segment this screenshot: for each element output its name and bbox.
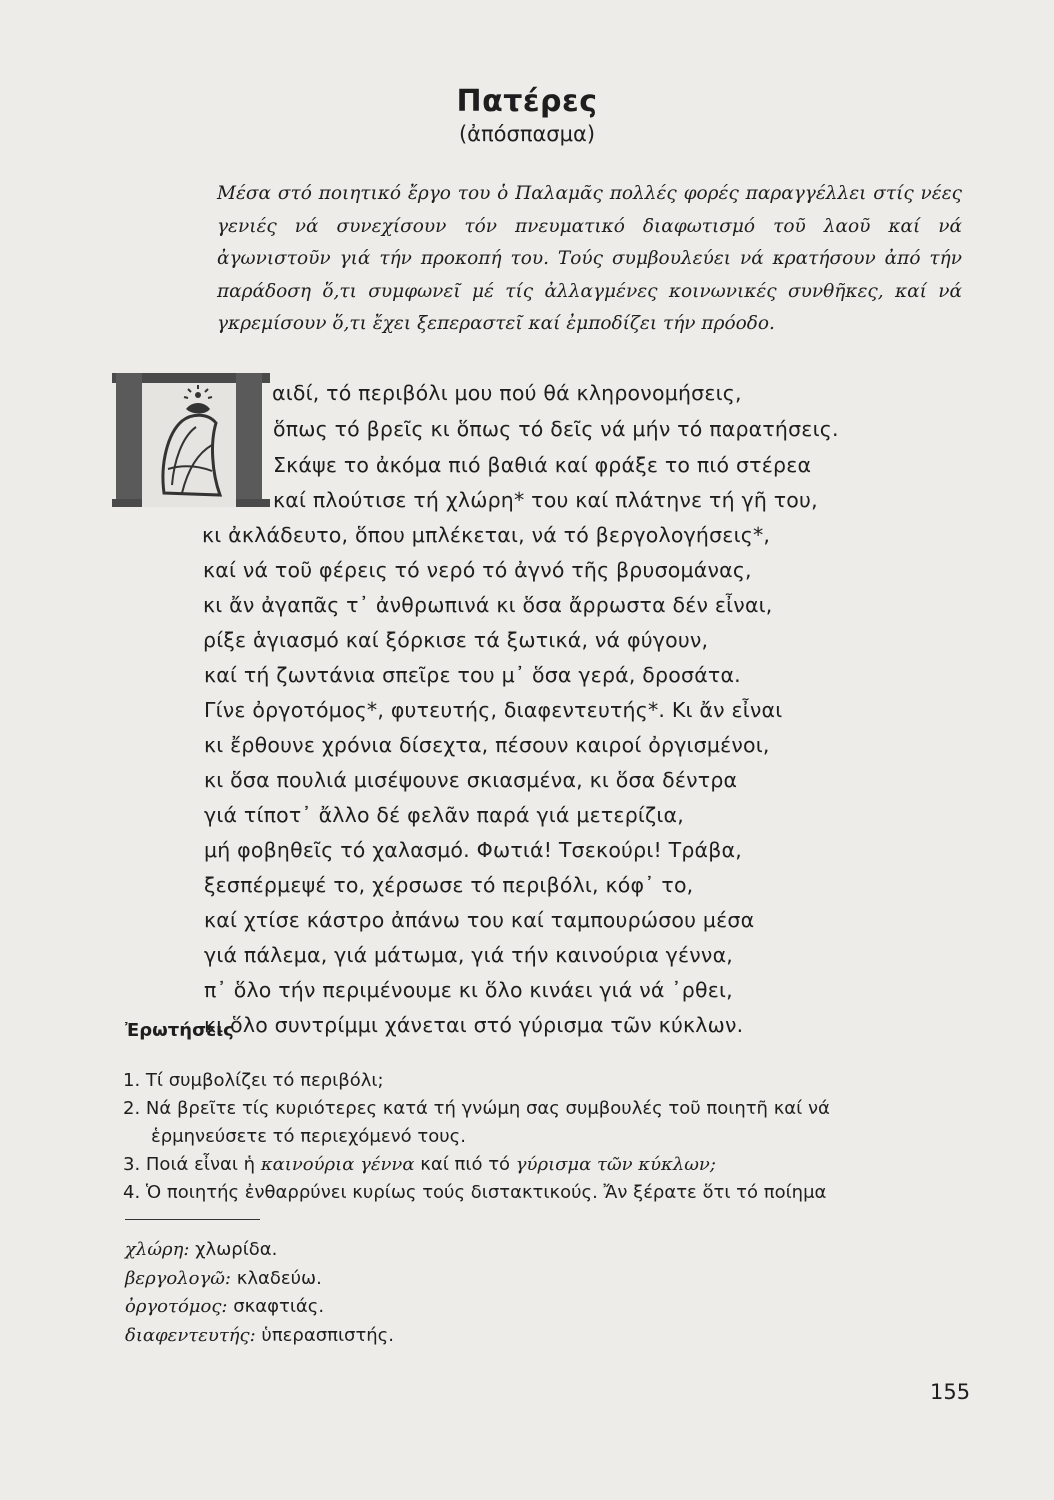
glossary-definition: κλαδεύω. (231, 1267, 322, 1289)
poem-line: κι ἄν ἀγαπᾶς τ᾽ ἀνθρωπινά κι ὅσα ἄρρωστα δέν εἶναι, (203, 593, 773, 617)
glossary-term: χλώρη: (125, 1239, 190, 1260)
glossary-term: βεργολογῶ: (125, 1267, 231, 1289)
poem-line: καί τή ζωντάνια σπεῖρε του μ᾽ ὅσα γερά, δροσάτα. (204, 663, 741, 687)
page-title: Πατέρες (456, 84, 598, 119)
glossary-definition: σκαφτιάς. (227, 1296, 325, 1317)
glossary-term: διαφεντευτής: (125, 1324, 256, 1346)
glossary-entry (125, 1236, 394, 1265)
question-3 (123, 1151, 983, 1179)
poem-line: Γίνε ὀργοτόμος*, φυτευτής, διαφεντευτής*. Κι ἄν εἶναι (204, 698, 783, 722)
glossary-term: ὀργοτόμος: (125, 1296, 228, 1317)
question-3-emphasis-1: καινούρια γέννα (260, 1154, 415, 1175)
question-1: 1. Τί συμβολίζει τό περιβόλι; (123, 1070, 384, 1091)
poem-line: ξεσπέρμεψέ το, χέρσωσε τό περιβόλι, κόφ᾽ το, (204, 873, 694, 897)
poem-line: γιά πάλεμα, γιά μάτωμα, γιά τήν καινούρια γέννα, (204, 943, 734, 967)
poem-line: ρίξε ἁγιασμό καί ξόρκισε τά ξωτικά, νά φύγουν, (203, 628, 709, 652)
poem-line: κι ἀκλάδευτο, ὅπου μπλέκεται, νά τό βεργολογήσεις*, (202, 523, 771, 547)
glossary-entry (125, 1265, 394, 1294)
poem-line: καί νά τοῦ φέρεις τό νερό τό ἀγνό τῆς βρυσομάνας, (203, 558, 752, 582)
glossary-definition: χλωρίδα. (189, 1239, 278, 1260)
poem-line: καί χτίσε κάστρο ἀπάνω του καί ταμπουρώσου μέσα (204, 908, 755, 932)
question-4: 4. Ὁ ποιητής ἐνθαρρύνει κυρίως τούς διστακτικούς. Ἄν ξέρατε ὅτι τό ποίημα (123, 1182, 827, 1203)
question-3-text: 3. Ποιά εἶναι ἡ (123, 1154, 261, 1175)
questions-heading: Ἐρωτήσεις (125, 1020, 234, 1041)
poem-line: κι ὅσα πουλιά μισέψουνε σκιασμένα, κι ὅσα δέντρα (204, 768, 738, 792)
poem-line: Σκάψε το ἀκόμα πιό βαθιά καί φράξε το πιό στέρεα (273, 453, 812, 477)
poem-line: καί πλούτισε τή χλώρη* του καί πλάτηνε τή γῆ του, (273, 488, 818, 512)
intro-paragraph: Μέσα στό ποιητικό ἔργο του ὁ Παλαμᾶς πολλές φορές παραγγέλλει στίς νέες γενιές νά συνεχίσουν τόν πνευματικό διαφωτισμό τοῦ λαοῦ καί νά ἀγωνιστοῦν γιά τήν προκοπή του. Τούς συμβουλεύει νά κρατήσουν ἀπό τήν παράδοση ὅ,τι συμφωνεῖ μέ τίς ἀλλαγμένες κοινωνικές συνθῆκες, καί νά γκρεμίσουν ὅ,τι ἔχει ξεπεραστεῖ καί ἐμποδίζει τήν πρόοδο. (217, 183, 962, 334)
poem-line: ὅπως τό βρεῖς κι ὅπως τό δεῖς νά μήν τό παρατήσεις. (273, 417, 839, 441)
glossary-entry (125, 1322, 394, 1351)
questions-list (123, 1067, 983, 1207)
poem-line: αιδί, τό περιβόλι μου πού θά κληρονομήσεις, (272, 381, 742, 405)
poem-line: κι ἔρθουνε χρόνια δίσεχτα, πέσουν καιροί ὀργισμένοι, (204, 733, 770, 757)
question-3-text-2: καί πιό τό (414, 1154, 516, 1175)
page-subtitle: (ἀπόσπασμα) (458, 122, 596, 146)
poem-line: γιά τίποτ᾽ ἄλλο δέ φελᾶν παρά γιά μετερίζια, (204, 803, 684, 827)
glossary (125, 1236, 394, 1350)
question-2-line-2: ἑρμηνεύσετε τό περιεχόμενό τους. (151, 1126, 466, 1147)
poem-line: π᾽ ὅλο τήν περιμένουμε κι ὅλο κινάει γιά νά ᾽ρθει, (204, 978, 733, 1002)
glossary-entry (125, 1293, 394, 1322)
question-2-line-1: 2. Νά βρεῖτε τίς κυριότερες κατά τή γνώμη σας συμβουλές τοῦ ποιητῆ καί νά (123, 1098, 830, 1119)
glossary-definition: ὑπερασπιστής. (255, 1324, 394, 1346)
footnote-divider (125, 1219, 260, 1220)
question-3-emphasis-2: γύρισμα τῶν κύκλων; (515, 1154, 716, 1175)
poem-line: κι ὅλο συντρίμμι χάνεται στό γύρισμα τῶν κύκλων. (204, 1013, 744, 1037)
page-number: 155 (930, 1380, 971, 1404)
dropcap-pi-illustration (112, 373, 270, 507)
poem-line: μή φοβηθεῖς τό χαλασμό. Φωτιά! Τσεκούρι! Τράβα, (204, 838, 742, 862)
